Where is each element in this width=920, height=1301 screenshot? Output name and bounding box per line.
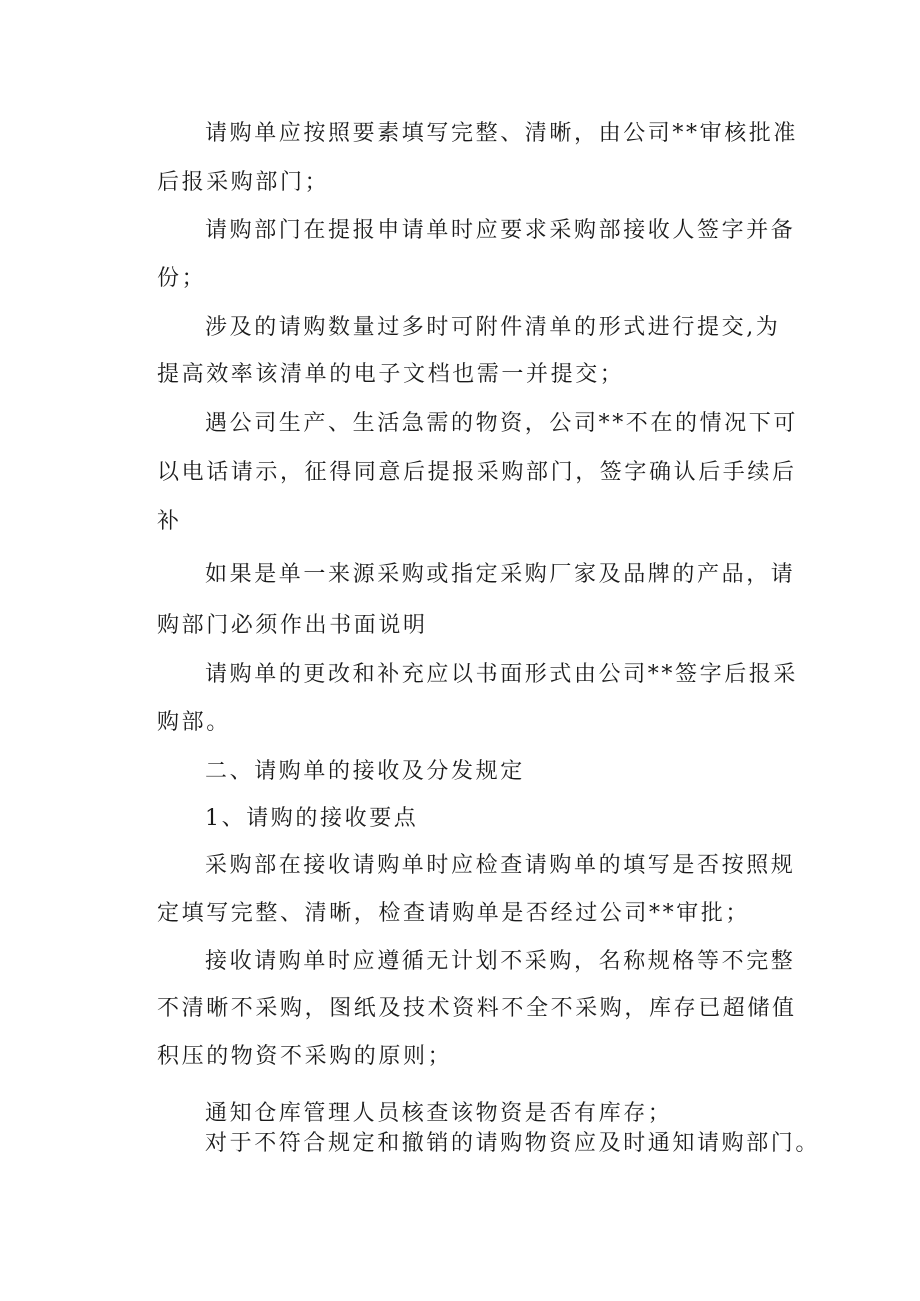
paragraph-4-line-1: 遇公司生产、生活急需的物资，公司**不在的情况下可 bbox=[205, 411, 799, 436]
paragraph-9-line-1: 采购部在接收请购单时应检查请购单的填写是否按照规 bbox=[205, 853, 796, 878]
paragraph-6-line-1: 请购单的更改和补充应以书面形式由公司**签字后报采 bbox=[205, 662, 799, 687]
paragraph-1-line-2: 后报采购部门； bbox=[157, 170, 330, 195]
paragraph-6-line-2: 购部。 bbox=[157, 710, 231, 735]
paragraph-10-line-1: 接收请购单时应遵循无计划不采购，名称规格等不完整 bbox=[205, 949, 796, 974]
paragraph-10-line-3: 积压的物资不采购的原则； bbox=[157, 1044, 453, 1069]
paragraph-4-line-3: 补 bbox=[157, 509, 182, 534]
subsection-heading: 1、请购的接收要点 bbox=[205, 806, 419, 831]
paragraph-3-line-1: 涉及的请购数量过多时可附件清单的形式进行提交,为 bbox=[205, 315, 781, 340]
paragraph-5-line-1: 如果是单一来源采购或指定采购厂家及品牌的产品，请 bbox=[205, 562, 796, 587]
paragraph-1-line-1: 请购单应按照要素填写完整、清晰，由公司**审核批准 bbox=[205, 121, 799, 146]
paragraph-9-line-2: 定填写完整、清晰，检查请购单是否经过公司**审批； bbox=[157, 901, 751, 926]
paragraph-2-line-1: 请购部门在提报申请单时应要求采购部接收人签字并备 bbox=[205, 218, 796, 243]
paragraph-2-line-2: 份； bbox=[157, 266, 207, 291]
section-heading: 二、请购单的接收及分发规定 bbox=[205, 759, 525, 784]
paragraph-11-line-1: 通知仓库管理人员核查该物资是否有库存； bbox=[205, 1101, 673, 1126]
paragraph-5-line-2: 购部门必须作出书面说明 bbox=[157, 613, 428, 638]
paragraph-4-line-2: 以电话请示，征得同意后提报采购部门，签字确认后手续后 bbox=[157, 460, 797, 485]
paragraph-3-line-2: 提高效率该清单的电子文档也需一并提交； bbox=[157, 362, 625, 387]
paragraph-12-line-1: 对于不符合规定和撤销的请购物资应及时通知请购部门。 bbox=[205, 1131, 821, 1156]
paragraph-10-line-2: 不清晰不采购，图纸及技术资料不全不采购，库存已超储值 bbox=[157, 996, 797, 1021]
